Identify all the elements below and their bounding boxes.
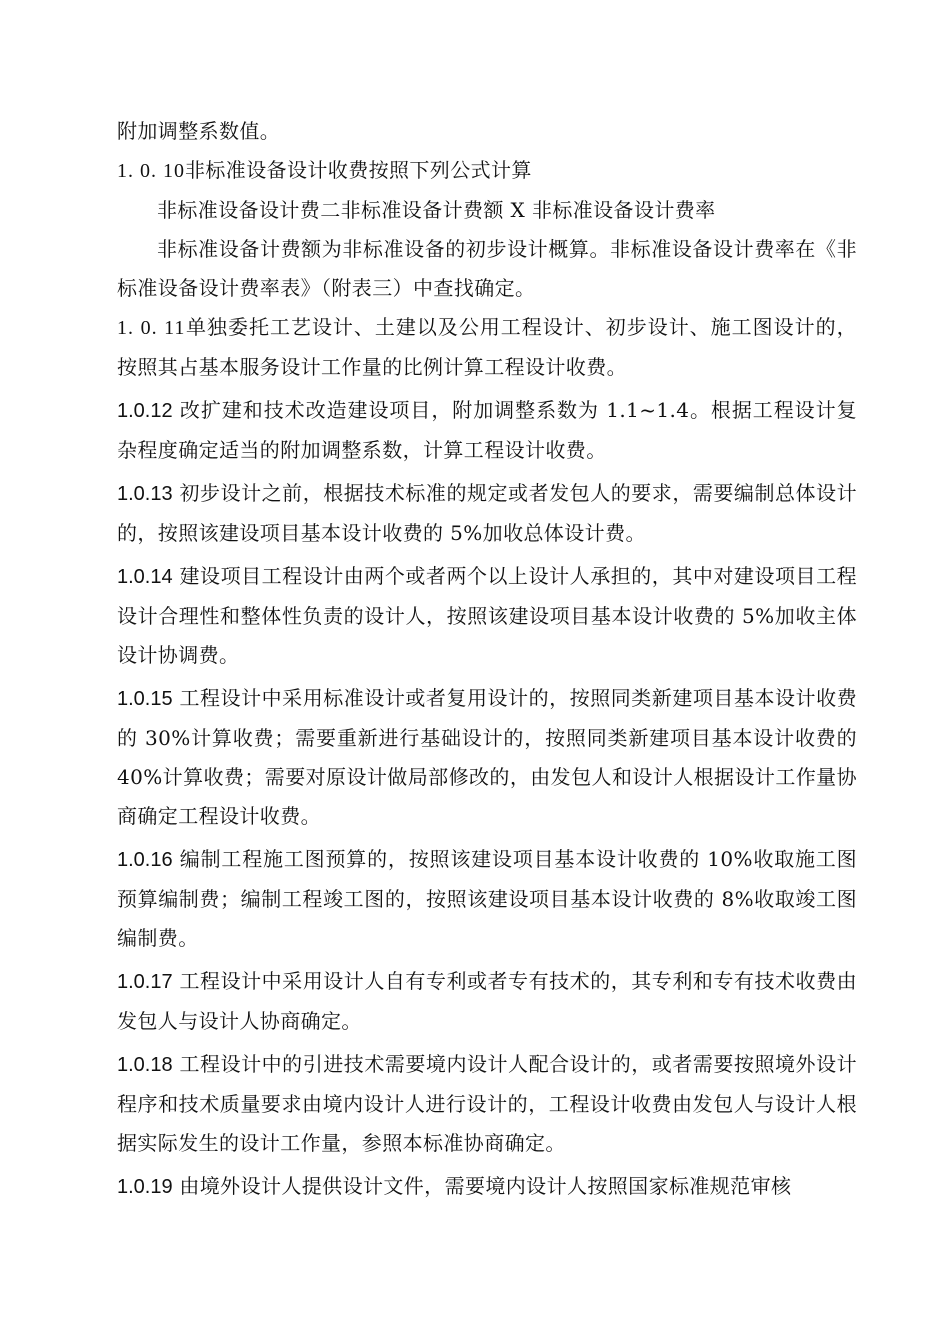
clause-text: 编制工程施工图预算的，按照该建设项目基本设计收费的 10%收取施工图预算编制费；编制工程竣工图的，按照该建设项目基本设计收费的 8%收取竣工图编制费。 — [117, 847, 857, 950]
formula-text: 非标准设备设计费二非标准设备计费额 X 非标准设备设计费率 — [157, 198, 716, 222]
clause-text: 建设项目工程设计由两个或者两个以上设计人承担的，其中对建设项目工程设计合理性和整体性负责的设计人，按照该建设项目基本设计收费的 5%加收主体设计协调费。 — [117, 564, 858, 667]
clause-number: 1. 0. 10 — [117, 160, 185, 182]
clause-number: 1.0.18 — [117, 1054, 173, 1076]
clause-1-0-13 — [117, 474, 857, 553]
clause-text: 由境外设计人提供设计文件，需要境内设计人按照国家标准规范审核 — [179, 1174, 792, 1198]
formula-explanation — [117, 230, 857, 308]
clause-1-0-19 — [117, 1167, 857, 1207]
clause-number: 1.0.15 — [117, 688, 173, 710]
clause-1-0-10 — [117, 151, 857, 191]
clause-number: 1.0.16 — [117, 849, 173, 871]
clause-text: 单独委托工艺设计、土建以及公用工程设计、初步设计、施工图设计的，按照其占基本服务设计工作量的比例计算工程设计收费。 — [117, 315, 857, 379]
clause-number: 1. 0. 11 — [117, 317, 186, 339]
clause-1-0-11 — [117, 308, 857, 387]
paragraph-continuation — [117, 112, 857, 151]
clause-number: 1.0.19 — [117, 1176, 173, 1198]
clause-text: 工程设计中采用标准设计或者复用设计的，按照同类新建项目基本设计收费的 30%计算收费；需要重新进行基础设计的，按照同类新建项目基本设计收费的 40%计算收费；需要对原设计做局部修改的，由发包人和设计人根据设计工作量协商确定工程设计收费。 — [117, 686, 858, 828]
clause-text: 工程设计中的引进技术需要境内设计人配合设计的，或者需要按照境外设计程序和技术质量要求由境内设计人进行设计的，工程设计收费由发包人与设计人根据实际发生的设计工作量，参照本标准协商确定。 — [117, 1052, 858, 1155]
clause-1-0-17 — [117, 962, 857, 1041]
clause-text: 非标准设备设计收费按照下列公式计算 — [185, 158, 532, 182]
clause-number: 1.0.17 — [117, 971, 173, 993]
clause-1-0-15 — [117, 679, 857, 836]
document-body — [117, 112, 857, 1207]
paragraph-text: 非标准设备计费额为非标准设备的初步设计概算。非标准设备设计费率在《非标准设备设计费率表》（附表三）中查找确定。 — [117, 237, 857, 300]
clause-1-0-16 — [117, 840, 857, 958]
clause-number: 1.0.13 — [117, 483, 173, 505]
clause-1-0-12 — [117, 391, 857, 470]
clause-text: 工程设计中采用设计人自有专利或者专有技术的，其专利和专有技术收费由发包人与设计人协商确定。 — [117, 969, 858, 1033]
clause-1-0-14 — [117, 557, 857, 675]
clause-number: 1.0.12 — [117, 400, 173, 422]
clause-text: 改扩建和技术改造建设项目，附加调整系数为 1.1~1.4。根据工程设计复杂程度确定适当的附加调整系数，计算工程设计收费。 — [117, 398, 857, 462]
formula-line — [117, 191, 857, 230]
paragraph-text: 附加调整系数值。 — [117, 119, 281, 143]
clause-text: 初步设计之前，根据技术标准的规定或者发包人的要求，需要编制总体设计的，按照该建设项目基本设计收费的 5%加收总体设计费。 — [117, 481, 858, 545]
clause-1-0-18 — [117, 1045, 857, 1163]
clause-number: 1.0.14 — [117, 566, 173, 588]
